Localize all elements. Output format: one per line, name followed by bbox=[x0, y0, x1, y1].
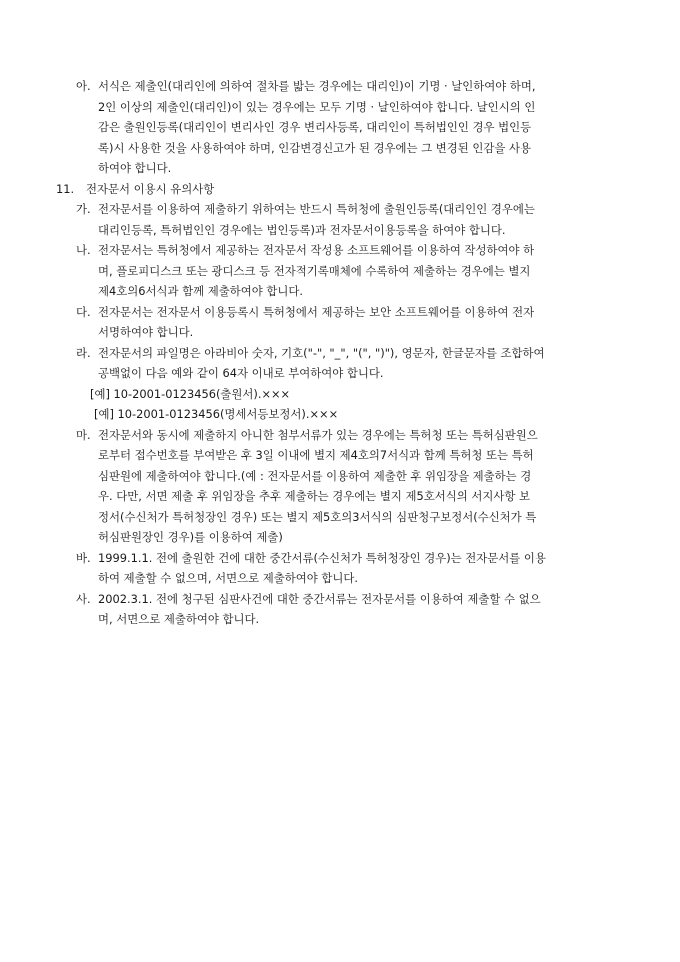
item-ma-text-3: 심판원에 제출하여야 합니다.(예 : 전자문서를 이용하여 제출한 후 위임장을 제출하는 경 bbox=[98, 468, 532, 483]
example-filename-1: [예] 10-2001-0123456(출원서).××× bbox=[90, 386, 291, 401]
item-ma-line-1 bbox=[0, 425, 680, 446]
item-ah-line-2 bbox=[0, 97, 680, 118]
section-11-title: 전자문서 이용시 유의사항 bbox=[86, 181, 215, 196]
item-na-text-3: 제4호의6서식과 함께 제출하여야 합니다. bbox=[98, 284, 304, 298]
item-ra bbox=[0, 343, 680, 425]
item-ra-line-2 bbox=[0, 363, 680, 384]
item-sa bbox=[0, 589, 680, 630]
item-na-marker: 나. bbox=[76, 243, 91, 257]
item-ga-text-1: 전자문서를 이용하여 제출하기 위하여는 반드시 특허청에 출원인등록(대리인인 경우에는 bbox=[98, 202, 535, 216]
item-sa-text-1: 2002.3.1. 전에 청구된 심판사건에 대한 중간서류는 전자문서를 이용하여 제출할 수 없으 bbox=[98, 591, 541, 606]
item-ma bbox=[0, 425, 680, 548]
item-da-line-1 bbox=[0, 302, 680, 323]
item-ra-text-1: 전자문서의 파일명은 아라비아 숫자, 기호("-", "_", "(", ")"), 영문자, 한글문자를 조합하여 bbox=[98, 345, 545, 360]
item-ba-text-2: 하여 제출할 수 없으며, 서면으로 제출하여야 합니다. bbox=[98, 571, 359, 585]
item-ra-example-2 bbox=[0, 404, 680, 425]
section-11-heading bbox=[0, 179, 680, 200]
item-sa-line-1 bbox=[0, 589, 680, 610]
item-ga-marker: 가. bbox=[76, 202, 91, 216]
item-da-text-1: 전자문서는 전자문서 이용등록시 특허청에서 제공하는 보안 소프트웨어를 이용하여 전자 bbox=[98, 304, 535, 319]
item-ra-example-1 bbox=[0, 384, 680, 405]
item-ah-text-4: 록)시 사용한 것을 사용하여야 하며, 인감변경신고가 된 경우에는 그 변경된 인감을 사용 bbox=[98, 140, 532, 155]
item-da-text-2: 서명하여야 합니다. bbox=[98, 325, 194, 339]
item-ma-text-1: 전자문서와 동시에 제출하지 아니한 첨부서류가 있는 경우에는 특허청 또는 특허심판원으 bbox=[98, 427, 538, 442]
item-ba-line-2 bbox=[0, 568, 680, 589]
item-ma-text-2: 로부터 접수번호를 부여받은 후 3일 이내에 별지 제4호의7서식과 함께 특허청 또는 특허 bbox=[98, 448, 534, 462]
example-filename-2: [예] 10-2001-0123456(명세서등보정서).××× bbox=[94, 407, 339, 421]
item-ga-line-2 bbox=[0, 220, 680, 241]
item-ah-text-1: 서식은 제출인(대리인에 의하여 절차를 밟는 경우에는 대리인)이 기명 · 날인하여야 하며, bbox=[98, 79, 536, 93]
item-ma-line-5 bbox=[0, 507, 680, 528]
item-ga bbox=[0, 199, 680, 240]
item-ah-text-5: 하여야 합니다. bbox=[98, 161, 172, 175]
document-content bbox=[0, 76, 680, 630]
item-ba-line-1 bbox=[0, 548, 680, 569]
item-na-text-2: 며, 플로피디스크 또는 광디스크 등 전자적기록매체에 수록하여 제출하는 경우에는 별지 bbox=[98, 263, 531, 278]
item-da-marker: 다. bbox=[76, 304, 91, 319]
item-ma-line-6 bbox=[0, 527, 680, 548]
item-ma-marker: 마. bbox=[76, 427, 91, 442]
item-ga-line-1 bbox=[0, 199, 680, 220]
item-ba-text-1: 1999.1.1. 전에 출원한 건에 대한 중간서류(수신처가 특허청장인 경우)는 전자문서를 이용 bbox=[98, 550, 546, 565]
item-ah-line-3 bbox=[0, 117, 680, 138]
item-ra-line-1 bbox=[0, 343, 680, 364]
item-ah-marker: 아. bbox=[76, 79, 91, 93]
item-sa-marker: 사. bbox=[76, 591, 91, 606]
item-ma-text-6: 허심판원장인 경우)를 이용하여 제출) bbox=[98, 530, 283, 544]
item-da bbox=[0, 302, 680, 343]
item-ah-text-3: 감은 출원인등록(대리인이 변리사인 경우 변리사등록, 대리인이 특허법인인 경우 법인등 bbox=[98, 120, 532, 134]
item-na-line-2 bbox=[0, 261, 680, 282]
item-na bbox=[0, 240, 680, 302]
item-ah-line-1 bbox=[0, 76, 680, 97]
item-da-line-2 bbox=[0, 322, 680, 343]
item-ma-text-5: 정서(수신처가 특허청장인 경우) 또는 별지 제5호의3서식의 심판청구보정서(수신처가 특 bbox=[98, 509, 537, 524]
item-na-line-1 bbox=[0, 240, 680, 261]
item-ma-line-4 bbox=[0, 486, 680, 507]
item-na-text-1: 전자문서는 특허청에서 제공하는 전자문서 작성용 소프트웨어를 이용하여 작성하여야 하 bbox=[98, 243, 535, 257]
item-ga-text-2: 대리인등록, 특허법인인 경우에는 법인등록)과 전자문서이용등록을 하여야 합니다. bbox=[98, 222, 506, 237]
item-ah bbox=[0, 76, 680, 179]
item-ma-text-4: 우. 다만, 서면 제출 후 위임장을 추후 제출하는 경우에는 별지 제5호서식의 서지사항 보 bbox=[98, 489, 531, 503]
item-ma-line-3 bbox=[0, 466, 680, 487]
item-na-line-3 bbox=[0, 281, 680, 302]
item-ba-marker: 바. bbox=[76, 550, 91, 565]
item-sa-text-2: 며, 서면으로 제출하여야 합니다. bbox=[98, 612, 260, 626]
item-ah-line-4 bbox=[0, 138, 680, 159]
item-ra-text-2: 공백없이 다음 예와 같이 64자 이내로 부여하여야 합니다. bbox=[98, 366, 384, 380]
item-ah-line-5 bbox=[0, 158, 680, 179]
item-ba bbox=[0, 548, 680, 589]
section-11-marker: 11. bbox=[56, 181, 75, 196]
item-sa-line-2 bbox=[0, 609, 680, 630]
item-ra-marker: 라. bbox=[76, 345, 91, 360]
item-ah-text-2: 2인 이상의 제출인(대리인)이 있는 경우에는 모두 기명 · 날인하여야 합니다. 날인시의 인 bbox=[98, 99, 536, 114]
item-ma-line-2 bbox=[0, 445, 680, 466]
